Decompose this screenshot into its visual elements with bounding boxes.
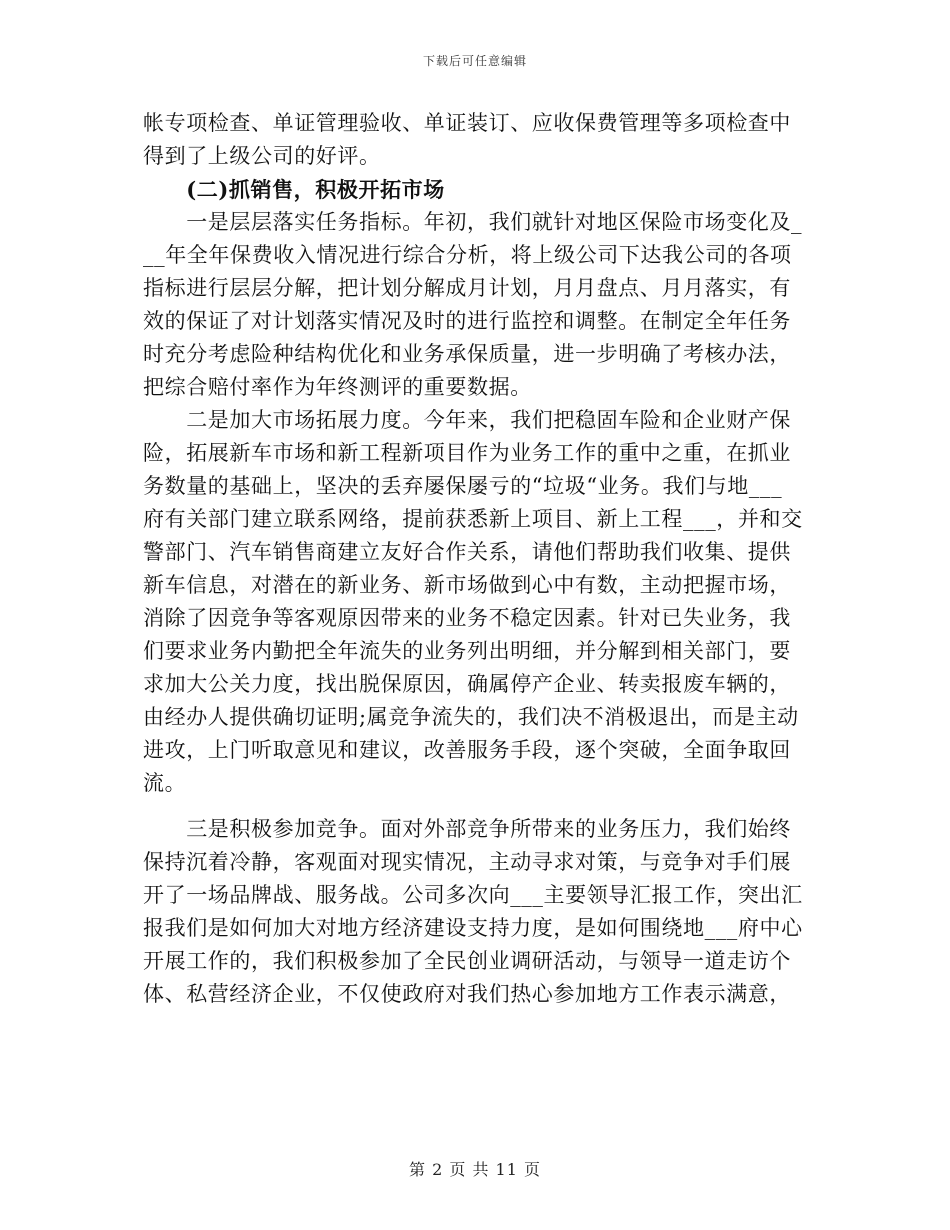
- page-header: 下载后可任意编辑: [422, 54, 527, 68]
- body-line: 务数量的基础上，坚决的丢弃屡保屡亏的“垃圾“业务。我们与地___: [143, 474, 783, 498]
- section-heading: (二)抓销售，积极开拓市场: [143, 177, 445, 202]
- body-line: 把综合赔付率作为年终测评的重要数据。: [143, 375, 532, 399]
- document-body: [143, 107, 808, 1011]
- body-line: __年全年保费收入情况进行综合分析，将上级公司下达我公司的各项: [143, 243, 792, 267]
- body-line: 得到了上级公司的好评。: [143, 144, 381, 168]
- body-line: 警部门、汽车销售商建立友好合作关系，请他们帮助我们收集、提供: [143, 540, 791, 564]
- body-line: 帐专项检查、单证管理验收、单证装订、应收保费管理等多项检查中: [143, 111, 791, 135]
- body-line: 险，拓展新车市场和新工程新项目作为业务工作的重中之重，在抓业: [143, 441, 791, 465]
- body-line: 时充分考虑险种结构优化和业务承保质量，进一步明确了考核办法，: [143, 342, 791, 366]
- body-line: 保持沉着冷静，客观面对现实情况，主动寻求对策，与竞争对手们展: [143, 850, 791, 874]
- body-line: 进攻，上门听取意见和建议，改善服务手段，逐个突破，全面争取回: [143, 738, 791, 762]
- body-line: 三是积极参加竞争。面对外部竞争所带来的业务压力，我们始终: [143, 817, 791, 841]
- body-line: 开了一场品牌战、服务战。公司多次向___主要领导汇报工作，突出汇: [143, 883, 803, 907]
- body-line: 指标进行层层分解，把计划分解成月计划，月月盘点、月月落实，有: [143, 276, 791, 300]
- body-line: 流。: [143, 771, 187, 795]
- body-line: 效的保证了对计划落实情况及时的进行监控和调整。在制定全年任务: [143, 309, 791, 333]
- page-number-footer: 第 2 页 共 11 页: [409, 1160, 541, 1179]
- body-line: 二是加大市场拓展力度。今年来，我们把稳固车险和企业财产保: [143, 408, 791, 432]
- body-line: 体、私营经济企业，不仅使政府对我们热心参加地方工作表示满意，: [143, 982, 791, 1006]
- paragraph-gap: [143, 800, 808, 813]
- body-line: 新车信息，对潜在的新业务、新市场做到心中有数，主动把握市场，: [143, 573, 791, 597]
- body-line: 求加大公关力度，找出脱保原因，确属停产企业、转卖报废车辆的，: [143, 672, 791, 696]
- body-line: 消除了因竞争等客观原因带来的业务不稳定因素。针对已失业务，我: [143, 606, 791, 630]
- body-line: 府有关部门建立联系网络，提前获悉新上项目、新上工程___，并和交: [143, 507, 803, 531]
- body-line: 一是层层落实任务指标。年初，我们就针对地区保险市场变化及_: [143, 210, 803, 234]
- body-line: 报我们是如何加大对地方经济建设支持力度，是如何围绕地___府中心: [143, 916, 803, 940]
- body-line: 开展工作的，我们积极参加了全民创业调研活动，与领导一道走访个: [143, 949, 791, 973]
- body-line: 们要求业务内勤把全年流失的业务列出明细，并分解到相关部门，要: [143, 639, 791, 663]
- body-line: 由经办人提供确切证明;属竞争流失的，我们决不消极退出，而是主动: [143, 705, 799, 729]
